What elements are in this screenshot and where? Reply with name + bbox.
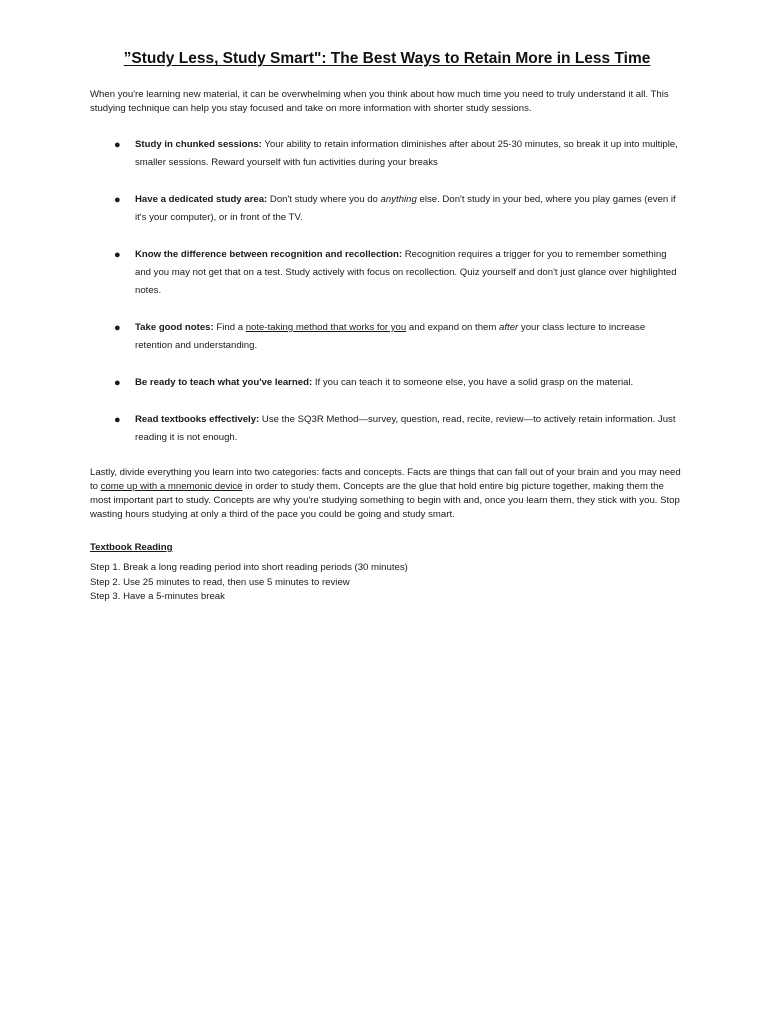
step-line: Step 3. Have a 5-minutes break — [90, 591, 225, 602]
tip-heading: Study in chunked sessions: — [135, 139, 262, 150]
tip-text: and expand on them — [406, 322, 500, 333]
tips-list — [90, 136, 684, 447]
bullet-icon: ● — [114, 194, 121, 206]
page-title: ”Study Less, Study Smart": The Best Ways to Retain More in Less Time — [123, 50, 651, 67]
bullet-icon: ● — [114, 322, 121, 334]
list-item — [90, 319, 684, 355]
list-item — [90, 136, 684, 172]
tip-text: else. Don't study in your bed, where you play games (even if it's your computer), or in front of the TV. — [135, 194, 676, 223]
list-item — [90, 374, 684, 392]
tip-text: Don't study where you do — [267, 194, 381, 205]
intro-paragraph: When you're learning new material, it can be overwhelming when you think about how much time you need to truly understand it all. This studying technique can help you stay focused and take on more information with shorter study sessions. — [90, 89, 669, 114]
bullet-icon: ● — [114, 414, 121, 426]
lastly-text: Lastly, divide everything you learn into two categories: facts and concepts. Facts are things that can fall out of your brain and you may need to — [90, 467, 681, 492]
list-item — [90, 246, 684, 300]
tip-text: Your ability to retain information diminishes after about 25-30 minutes, so break it up into multiple, smaller sessions. Reward yourself with fun activities during your breaks — [135, 139, 678, 168]
tip-emphasis: after — [499, 322, 519, 333]
tip-heading: Take good notes: — [135, 322, 214, 333]
lastly-paragraph — [90, 466, 684, 522]
bullet-icon: ● — [114, 139, 121, 151]
tip-text: Use the SQ3R Method—survey, question, read, recite, review—to actively retain information. Just reading it is not enough. — [135, 414, 676, 443]
tip-heading: Know the difference between recognition and recollection: — [135, 249, 403, 260]
step-line: Step 2. Use 25 minutes to read, then use 5 minutes to review — [90, 576, 350, 588]
tip-heading: Be ready to teach what you've learned: — [135, 377, 313, 388]
bullet-icon: ● — [114, 249, 121, 261]
tip-text: your class lecture to increase retention and understanding. — [135, 322, 646, 351]
tip-emphasis: anything — [380, 194, 417, 205]
step-line: Step 1. Break a long reading period into short reading periods (30 minutes) — [90, 562, 408, 573]
bullet-icon: ● — [114, 377, 121, 389]
tip-text: Find a — [213, 322, 246, 333]
note-taking-link[interactable]: note-taking method that works for you — [245, 322, 407, 333]
list-item — [90, 411, 684, 447]
mnemonic-device-link[interactable]: come up with a mnemonic device — [100, 481, 243, 492]
list-item — [90, 191, 684, 227]
tip-text: If you can teach it to someone else, you have a solid grasp on the material. — [312, 377, 634, 388]
tip-heading: Read textbooks effectively: — [135, 414, 260, 425]
textbook-reading-heading: Textbook Reading — [90, 542, 173, 553]
tip-heading: Have a dedicated study area: — [135, 194, 268, 205]
lastly-text: in order to study them. Concepts are the glue that hold entire big picture together, making them the most important part to study. Concepts are why you're studying something to begin with and, once you learn them, they stick with you. Stop wasting hours studying at only a third of the pace you could be going and study smart. — [90, 481, 680, 520]
tip-text: Recognition requires a trigger for you to remember something and you may not get that on a test. Study actively with focus on recollection. Quiz yourself and don't just glance over highlighted notes. — [135, 249, 677, 296]
